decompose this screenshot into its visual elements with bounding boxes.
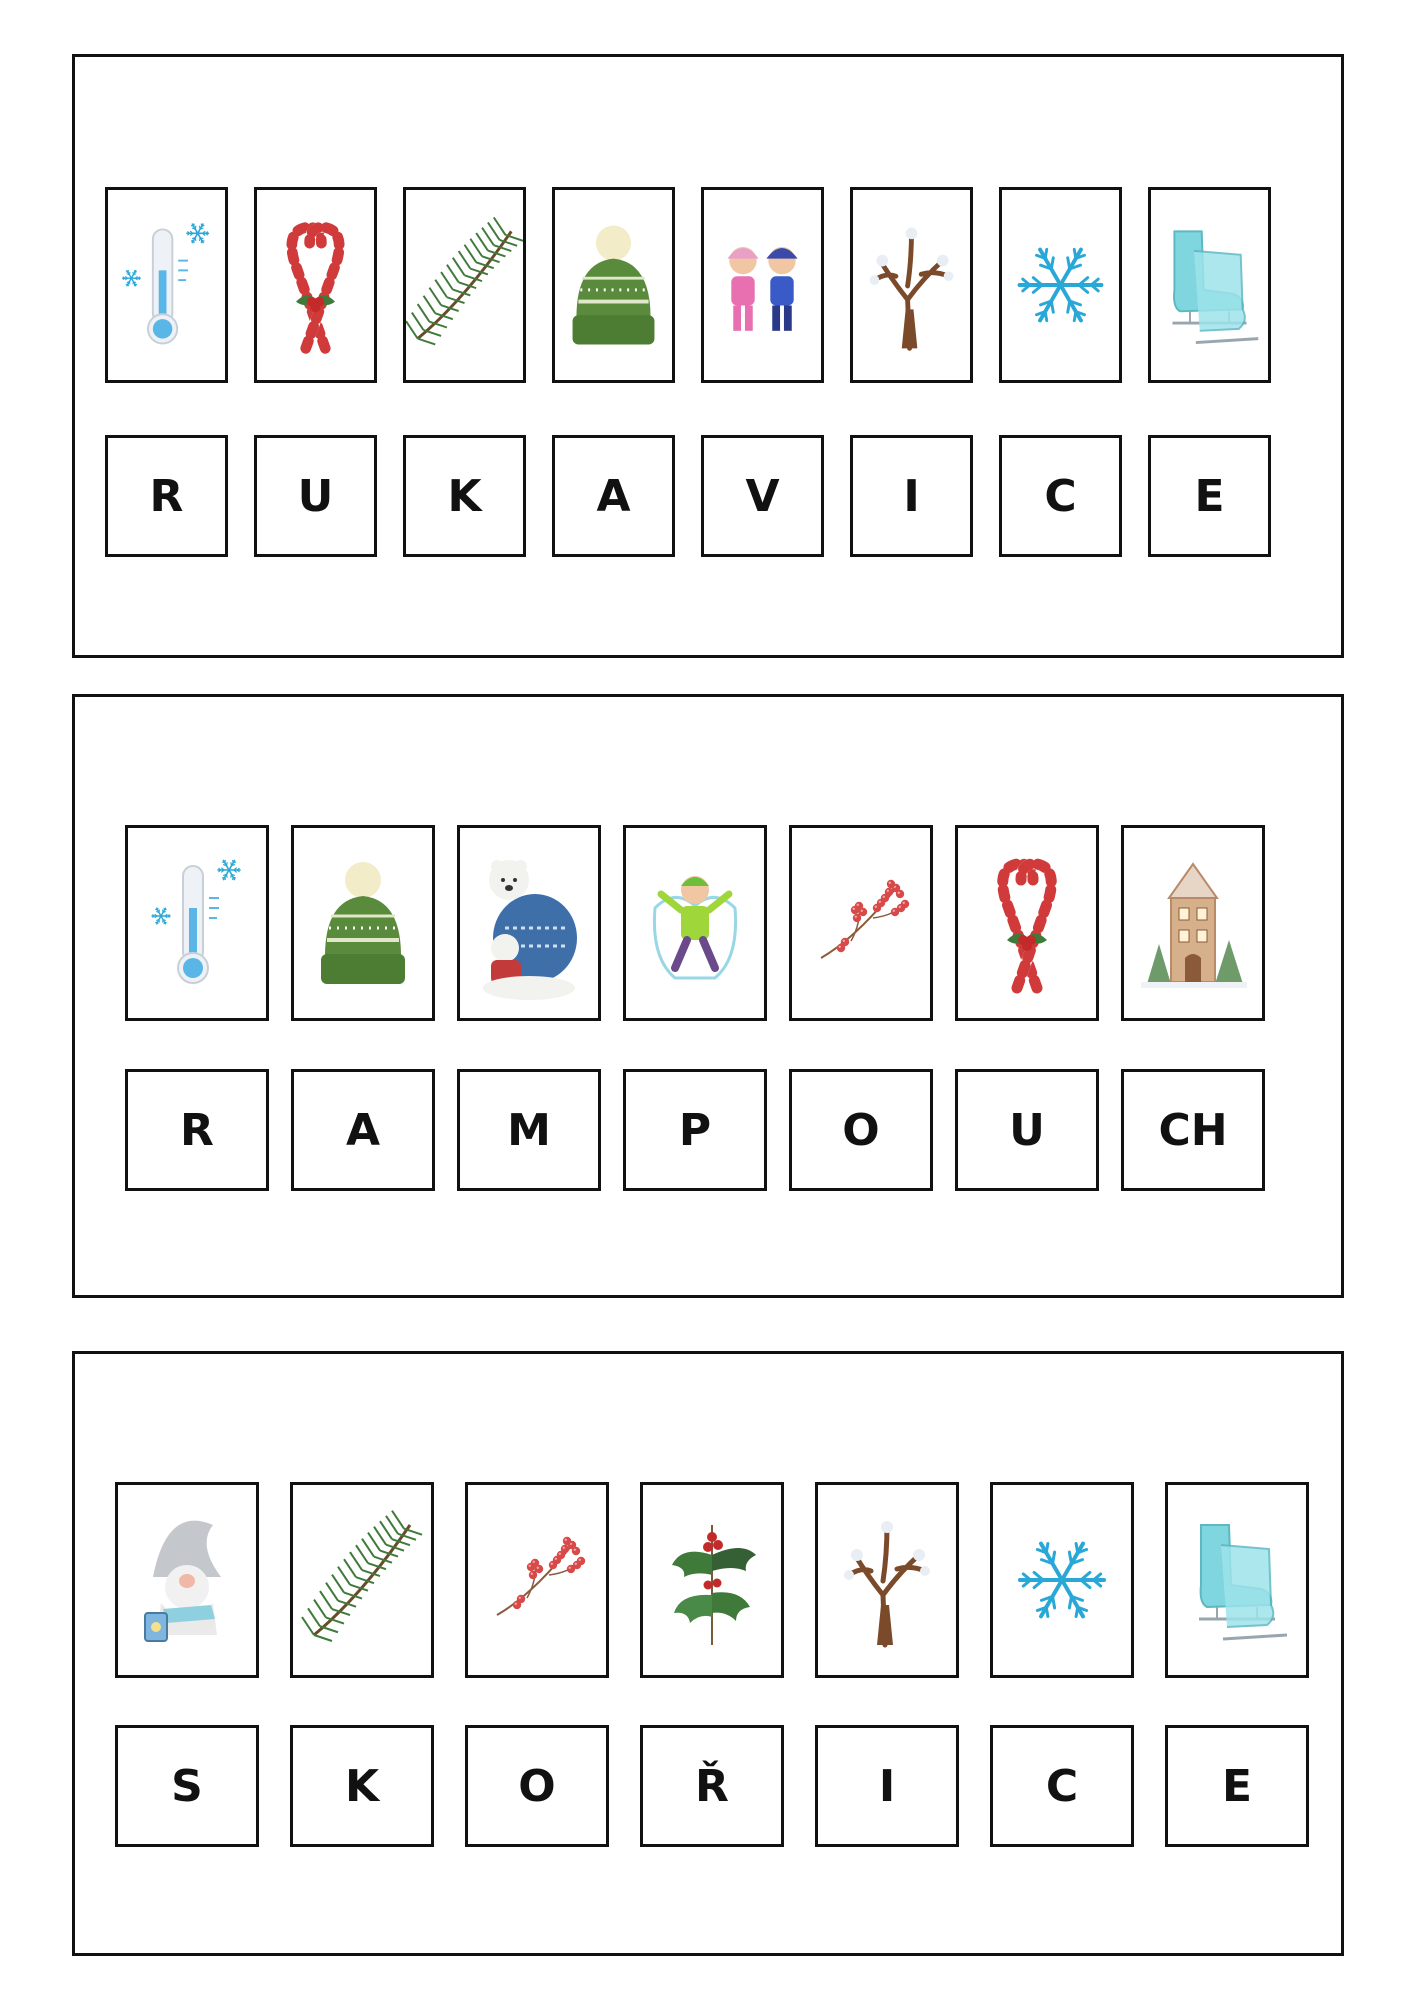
- picture-card: [850, 187, 973, 383]
- gnome-icon: [118, 1485, 256, 1675]
- letter-tile: R: [105, 435, 228, 557]
- letter-tile: A: [552, 435, 675, 557]
- gingerbread-house-icon: [1124, 828, 1262, 1018]
- candy-cane-icon: [257, 190, 374, 380]
- letter-tile: U: [955, 1069, 1099, 1191]
- letter-tile: C: [999, 435, 1122, 557]
- red-berries-icon: [468, 1485, 606, 1675]
- picture-card: [403, 187, 526, 383]
- letter-tile: R: [125, 1069, 269, 1191]
- pine-branch-icon: [293, 1485, 431, 1675]
- winter-tree-icon: [853, 190, 970, 380]
- letter-tile: Ř: [640, 1725, 784, 1847]
- picture-card: [640, 1482, 784, 1678]
- picture-card: [815, 1482, 959, 1678]
- winter-hat-icon: [294, 828, 432, 1018]
- picture-card: [125, 825, 269, 1021]
- letter-tile: E: [1165, 1725, 1309, 1847]
- candy-cane-icon: [958, 828, 1096, 1018]
- snowflake-icon: [1002, 190, 1119, 380]
- children-icon: [704, 190, 821, 380]
- picture-card: [789, 825, 933, 1021]
- letter-tile: M: [457, 1069, 601, 1191]
- thermometer-icon: [128, 828, 266, 1018]
- pine-branch-icon: [406, 190, 523, 380]
- picture-card: [105, 187, 228, 383]
- picture-card: [623, 825, 767, 1021]
- winter-hat-icon: [555, 190, 672, 380]
- picture-card: [955, 825, 1099, 1021]
- red-berries-icon: [792, 828, 930, 1018]
- ice-skates-icon: [1151, 190, 1268, 380]
- snow-angel-icon: [626, 828, 764, 1018]
- letter-tile: O: [789, 1069, 933, 1191]
- letter-tile: S: [115, 1725, 259, 1847]
- worksheet-panel-3: [72, 1351, 1344, 1956]
- picture-card: [465, 1482, 609, 1678]
- picture-card: [457, 825, 601, 1021]
- holly-icon: [643, 1485, 781, 1675]
- letter-tile: I: [815, 1725, 959, 1847]
- polar-bears-icon: [460, 828, 598, 1018]
- snowflake-icon: [993, 1485, 1131, 1675]
- picture-card: [115, 1482, 259, 1678]
- picture-card: [254, 187, 377, 383]
- picture-card: [290, 1482, 434, 1678]
- thermometer-icon: [108, 190, 225, 380]
- letter-tile: K: [290, 1725, 434, 1847]
- letter-tile: CH: [1121, 1069, 1265, 1191]
- letter-tile: A: [291, 1069, 435, 1191]
- picture-card: [1121, 825, 1265, 1021]
- letter-tile: P: [623, 1069, 767, 1191]
- letter-tile: K: [403, 435, 526, 557]
- worksheet-panel-2: [72, 694, 1344, 1298]
- picture-card: [1148, 187, 1271, 383]
- picture-card: [999, 187, 1122, 383]
- picture-card: [701, 187, 824, 383]
- winter-tree-icon: [818, 1485, 956, 1675]
- worksheet-panel-1: [72, 54, 1344, 658]
- picture-card: [1165, 1482, 1309, 1678]
- picture-card: [990, 1482, 1134, 1678]
- letter-tile: C: [990, 1725, 1134, 1847]
- letter-tile: O: [465, 1725, 609, 1847]
- letter-tile: V: [701, 435, 824, 557]
- picture-card: [552, 187, 675, 383]
- letter-tile: E: [1148, 435, 1271, 557]
- picture-card: [291, 825, 435, 1021]
- ice-skates-icon: [1168, 1485, 1306, 1675]
- letter-tile: I: [850, 435, 973, 557]
- letter-tile: U: [254, 435, 377, 557]
